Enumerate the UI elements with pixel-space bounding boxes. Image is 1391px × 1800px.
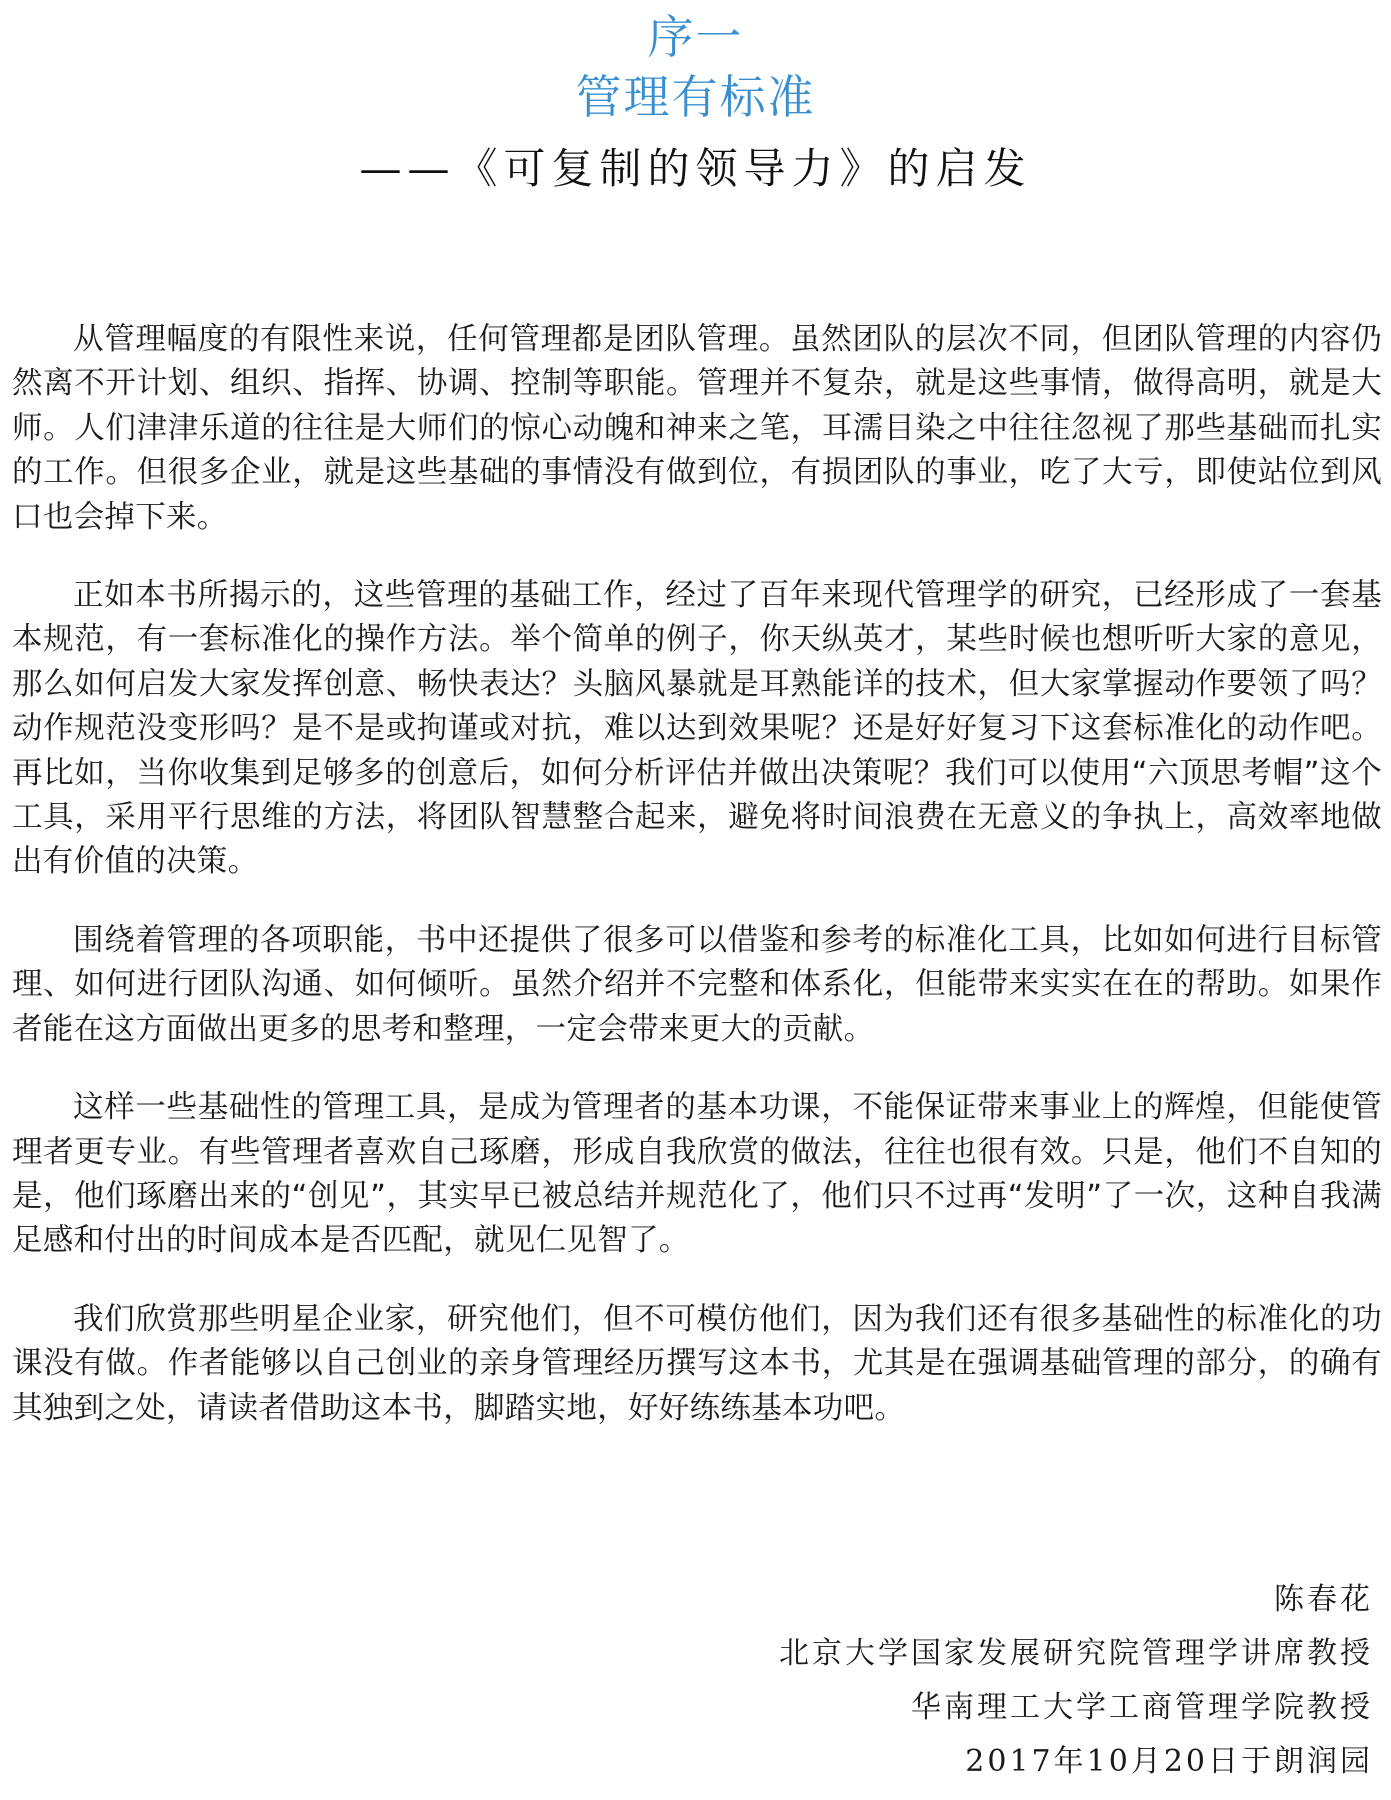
paragraph-1: 从管理幅度的有限性来说，任何管理都是团队管理。虽然团队的层次不同，但团队管理的内容仍然离不开计划、组织、指挥、协调、控制等职能。管理并不复杂，就是这些事情，做得高明，就是大师。人们津津乐道的往往是大师们的惊心动魄和神来之笔，耳濡目染之中往往忽视了那些基础而扎实的工作。但很多企业，就是这些基础的事情没有做到位，有损团队的事业，吃了大亏，即使站位到风口也会掉下来。 [12,322,1382,535]
signature-author: 陈春花 [1274,1582,1373,1617]
paragraph-3: 围绕着管理的各项职能，书中还提供了很多可以借鉴和参考的标准化工具，比如如何进行目标管理、如何进行团队沟通、如何倾听。虽然介绍并不完整和体系化，但能带来实实在在的帮助。如果作者能在这方面做出更多的思考和整理，一定会带来更大的贡献。 [12,922,1382,1047]
paragraph-4: 这样一些基础性的管理工具，是成为管理者的基本功课，不能保证带来事业上的辉煌，但能使管理者更专业。有些管理者喜欢自己琢磨，形成自我欣赏的做法，往往也很有效。只是，他们不自知的是，他们琢磨出来的“创见”，其实早已被总结并规范化了，他们只不过再“发明”了一次，这种自我满足感和付出的时间成本是否匹配，就见仁见智了。 [12,1090,1382,1259]
paragraph-5: 我们欣赏那些明星企业家，研究他们，但不可模仿他们，因为我们还有很多基础性的标准化的功课没有做。作者能够以自己创业的亲身管理经历撰写这本书，尤其是在强调基础管理的部分，的确有其独到之处，请读者借助这本书，脚踏实地，好好练练基本功吧。 [12,1301,1382,1426]
preface-header [0,8,1391,198]
signature-block [779,1573,1373,1789]
paragraph-2: 正如本书所揭示的，这些管理的基础工作，经过了百年来现代管理学的研究，已经形成了一套基本规范，有一套标准化的操作方法。举个简单的例子，你天纵英才，某些时候也想听听大家的意见，那么如何启发大家发挥创意、畅快表达？头脑风暴就是耳熟能详的技术，但大家掌握动作要领了吗？动作规范没变形吗？是不是或拘谨或对抗，难以达到效果呢？还是好好复习下这套标准化的动作吧。再比如，当你收集到足够多的创意后，如何分析评估并做出决策呢？我们可以使用“六顶思考帽”这个工具，采用平行思维的方法，将团队智慧整合起来，避免将时间浪费在无意义的争执上，高效率地做出有价值的决策。 [12,578,1382,880]
preface-label: 序一 [647,10,744,64]
page-subtitle: ——《可复制的领导力》的启发 [359,143,1032,193]
signature-title-1: 北京大学国家发展研究院管理学讲席教授 [779,1636,1373,1671]
page-title: 管理有标准 [575,69,816,124]
signature-title-2: 华南理工大学工商管理学院教授 [911,1690,1373,1725]
signature-date: 2017年10月20日于朗润园 [965,1744,1373,1779]
preface-body [12,318,1382,1465]
